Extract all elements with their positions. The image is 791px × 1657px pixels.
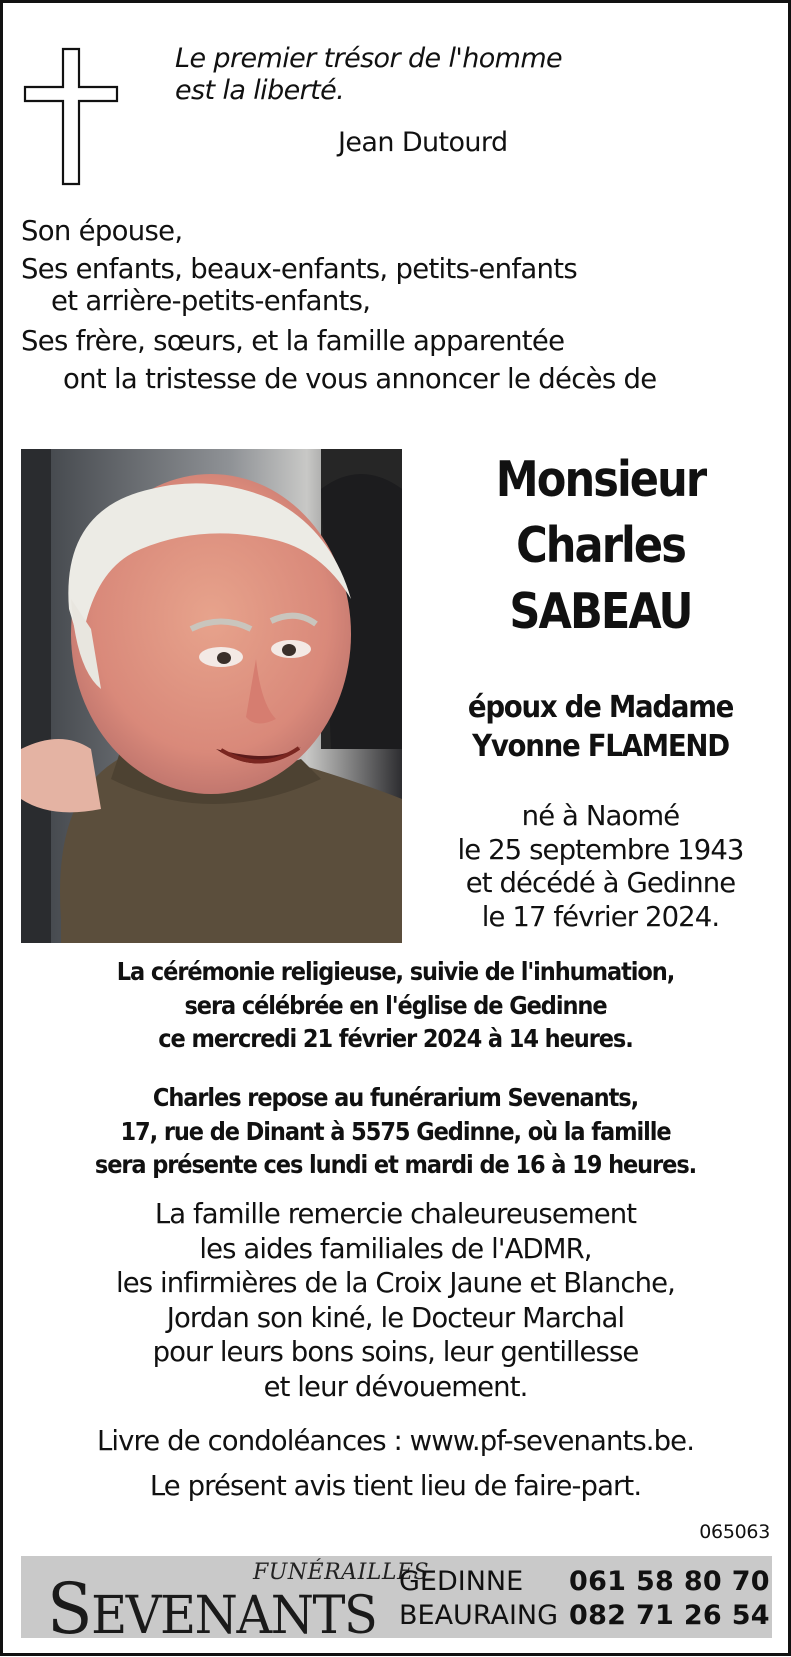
office-phone[interactable]: 082 71 26 54 xyxy=(569,1600,770,1631)
funeral-home-footer xyxy=(21,1556,772,1650)
spouse-line: Yvonne FLAMEND xyxy=(472,729,729,764)
deceased-last-name: SABEAU xyxy=(509,583,692,640)
quote-line: Le premier trésor de l'homme xyxy=(175,43,563,74)
thanks-line: pour leurs bons soins, leur gentillesse xyxy=(152,1336,639,1368)
funerarium-line: 17, rue de Dinant à 5575 Gedinne, où la famille xyxy=(120,1116,671,1146)
thanks-line: les aides familiales de l'ADMR, xyxy=(199,1232,592,1265)
ceremony-info xyxy=(21,955,770,1056)
family-line: Ses frère, sœurs, et la famille apparentée xyxy=(21,325,565,357)
quote-author: Jean Dutourd xyxy=(338,127,508,158)
funerarium-info xyxy=(21,1081,770,1182)
quote-line: est la liberté. xyxy=(175,75,345,106)
family-line: Son épouse, xyxy=(21,215,183,247)
birth-line: le 17 février 2024. xyxy=(481,900,720,933)
birth-death-info xyxy=(423,800,778,934)
deceased-portrait xyxy=(21,449,402,943)
funeral-home-logo: SEVENANTS xyxy=(47,1568,377,1650)
thanks-line: les infirmières de la Croix Jaune et Blanche, xyxy=(115,1267,676,1299)
birth-line: le 25 septembre 1943 xyxy=(457,833,744,866)
birth-line: et décédé à Gedinne xyxy=(465,867,736,899)
cross-icon xyxy=(23,47,119,187)
deceased-first-name: Charles xyxy=(516,517,685,574)
funerarium-line: Charles repose au funérarium Sevenants, xyxy=(152,1083,639,1112)
thanks-line: Jordan son kiné, le Docteur Marchal xyxy=(166,1301,625,1334)
ceremony-line: La cérémonie religieuse, suivie de l'inhumation, xyxy=(116,957,675,986)
office-city: GEDINNE xyxy=(399,1566,524,1597)
birth-line: né à Naomé xyxy=(521,800,680,832)
reference-number: 065063 xyxy=(699,1521,770,1543)
ceremony-line: sera célébrée en l'église de Gedinne xyxy=(184,990,607,1020)
spouse-info xyxy=(423,688,778,766)
office-phone[interactable]: 061 58 80 70 xyxy=(569,1566,770,1597)
funeral-home-tagline: FUNÉRAILLES xyxy=(253,1560,430,1585)
condolences-link[interactable]: Livre de condoléances : www.pf-sevenants.be. xyxy=(96,1425,695,1457)
thanks-line: et leur dévouement. xyxy=(263,1370,528,1403)
thanks-line: La famille remercie chaleureusement xyxy=(154,1198,637,1230)
deceased-title: Monsieur xyxy=(495,451,706,508)
office-city: BEAURAING xyxy=(399,1600,559,1631)
spouse-line: époux de Madame xyxy=(467,690,734,725)
ceremony-line: ce mercredi 21 février 2024 à 14 heures. xyxy=(158,1024,633,1053)
family-announcement xyxy=(21,213,781,398)
deceased-name xyxy=(423,451,778,641)
quote xyxy=(175,43,735,107)
notice-statement: Le présent avis tient lieu de faire-part. xyxy=(149,1470,642,1502)
family-line: ont la tristesse de vous annoncer le décès de xyxy=(63,362,657,395)
funerarium-line: sera présente ces lundi et mardi de 16 à 19 heures. xyxy=(94,1150,697,1179)
family-line: Ses enfants, beaux-enfants, petits-enfants xyxy=(21,252,577,285)
thanks-message xyxy=(21,1197,770,1404)
family-line: et arrière-petits-enfants, xyxy=(51,285,371,317)
